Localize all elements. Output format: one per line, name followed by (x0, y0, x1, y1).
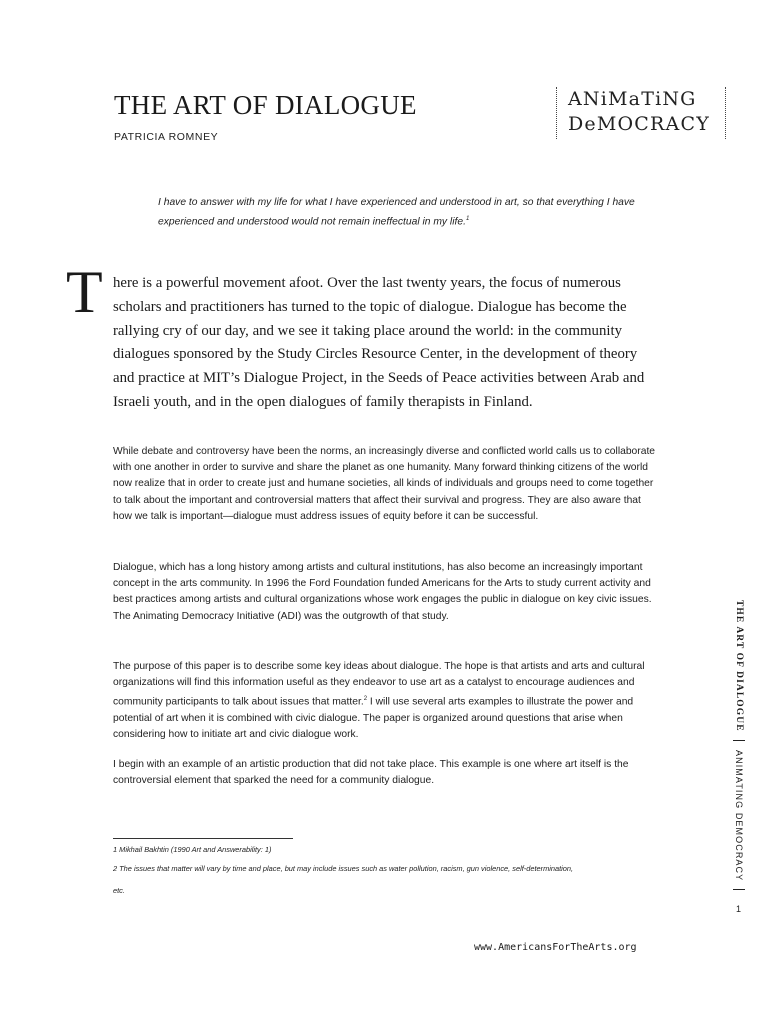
epigraph-text: I have to answer with my life for what I have experienced and understood in art, so that everything I have experienced and understood would not remain ineffectual in my life. (158, 197, 635, 228)
footnote-2-text: 2 The issues that matter will vary by time and place, but may include issues such as water pollution, racism, gun violence, self-determination, (113, 864, 574, 873)
body-paragraph-1: While debate and controversy have been the norms, an increasingly diverse and conflicted world calls us to collaborate with one another in order to survive and share the planet as one humanity. Many forward thinking citizens of the world now realize that in order to create just and humane societies, all kinds of individuals and groups need to come together to talk about the important and controversial matters that affect their survival and progress. They are also aware that how we talk is important—dialogue must address issues of equity before it can be successful. (113, 446, 656, 522)
footnote-ref-2: 2 (363, 696, 368, 703)
running-header-vertical (728, 600, 750, 900)
drop-cap: T (66, 259, 103, 325)
logo-line-1: ANiMaTiNG (568, 88, 697, 110)
lead-paragraph: here is a powerful movement afoot. Over the last twenty years, the focus of numerous scholars and practitioners has turned to the topic of dialogue. Dialogue has become the rallying cry of our day, and we see it taking place around the world: in the community dialogues sponsored by the Study Circles Resource Center, in the development of theory and practice at MIT’s Dialogue Project, in the Seeds of Peace activities between Arab and Israeli youth, and in the open dialogues of family therapists in Finland. (113, 275, 645, 410)
footnote-ref-1: 1 (465, 216, 470, 222)
body-paragraph-2: Dialogue, which has a long history among artists and cultural institutions, has also become an increasingly important concept in the arts community. In 1996 the Ford Foundation funded Americans for the Arts to study current activity and best practices among artists and cultural organizations whose work engages the public in dialogue on key civic issues. The Animating Democracy Initiative (ADI) was the outgrowth of that study. (113, 562, 652, 622)
paragraph-3-part-a: The purpose of this paper is to describe some key ideas about dialogue. The hope is that artists and arts and cultural organizations will find this information useful as they endeavor to use art as a catalyst to encourage audiences and community participants to talk about issues that matter. (113, 661, 645, 708)
footnote-divider (113, 838, 293, 839)
footnote-2-continuation: etc. (113, 886, 125, 895)
author-name: PATRICIA ROMNEY (114, 131, 219, 143)
animating-democracy-logo (556, 87, 726, 139)
body-paragraph-3 (113, 659, 661, 743)
epigraph-quote (158, 194, 668, 230)
running-header-org: ANIMATING DEMOCRACY (734, 749, 744, 881)
footnote-2 (113, 863, 673, 896)
paragraph-3-part-b: I will use several arts examples to illustrate the power and potential of art when it is combined with civic dialogue. The paper is organized around questions that arise when considering how to initiate art and civic dialogue work. (113, 696, 634, 741)
running-header-separator (733, 740, 745, 742)
footer-url[interactable]: www.AmericansForTheArts.org (474, 942, 637, 953)
running-header-text (728, 600, 750, 900)
logo-right-border (725, 87, 726, 139)
body-paragraph-4: I begin with an example of an artistic production that did not take place. This example is one where art itself is the controversial element that sparked the need for a community dialogue. (113, 759, 629, 787)
running-header-title: THE ART OF DIALOGUE (734, 600, 744, 732)
logo-line-2: DeMOCRACY (568, 113, 710, 135)
logo-left-border (556, 87, 557, 139)
page-number: 1 (736, 904, 742, 914)
running-header-end-rule (733, 889, 745, 891)
page-title: THE ART OF DIALOGUE (114, 90, 417, 120)
footnote-1: 1 Mikhail Bakhtin (1990 Art and Answerability: 1) (113, 845, 272, 854)
